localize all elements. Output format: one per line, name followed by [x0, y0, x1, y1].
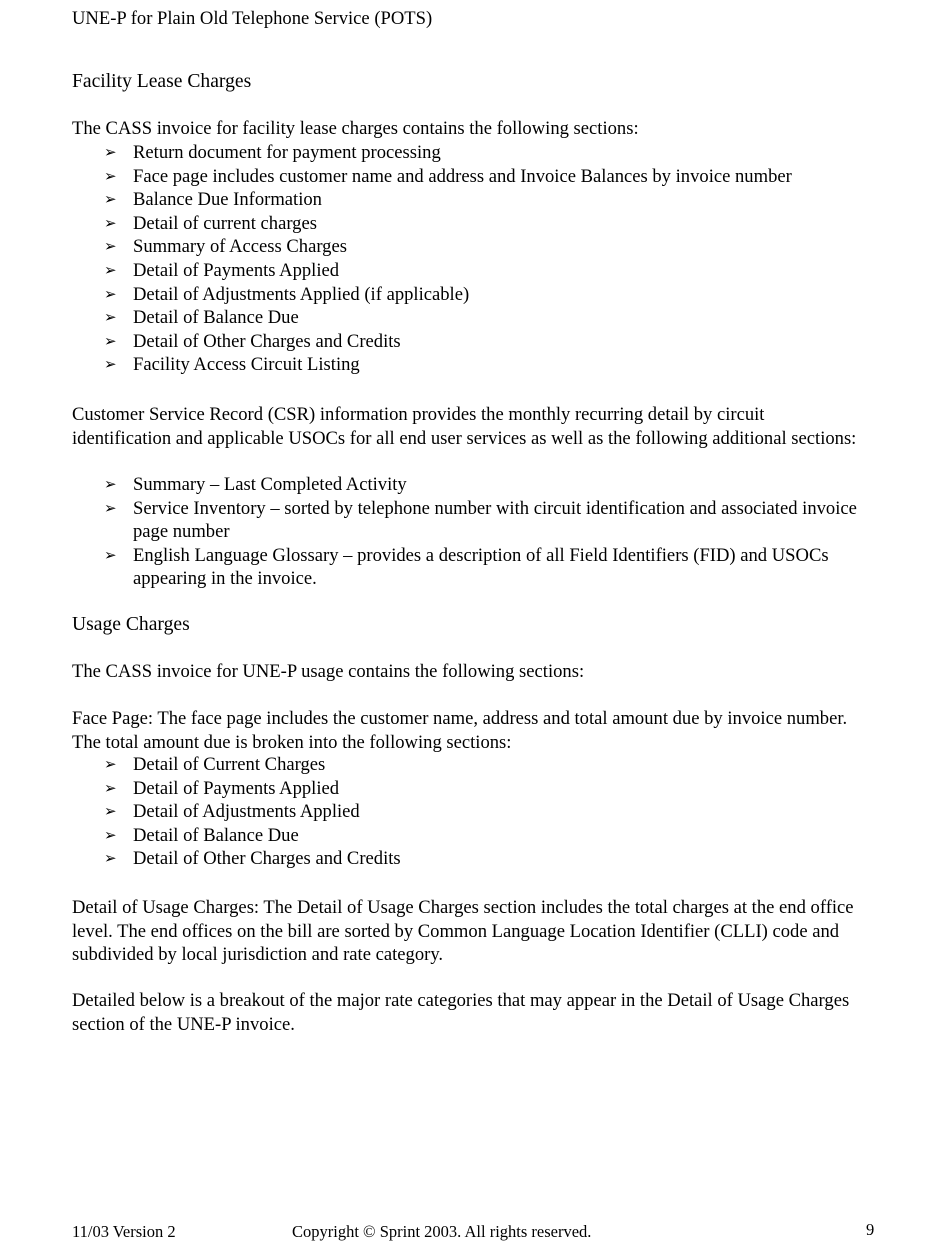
facility-intro-paragraph: The CASS invoice for facility lease charges contains the following sections:	[72, 118, 639, 139]
list-item: ➢ Detail of Balance Due	[104, 307, 299, 329]
face-page-paragraph: Face Page: The face page includes the customer name, address and total amount due by invoice number. The total amount due is broken into the following sections:	[72, 708, 848, 753]
list-item: ➢ Balance Due Information	[104, 189, 322, 211]
usage-sections-list	[72, 753, 862, 871]
csr-sections-list	[72, 473, 862, 591]
list-item: ➢ Detail of Other Charges and Credits	[104, 330, 401, 352]
arrowhead-bullet-icon: ➢	[104, 331, 117, 350]
arrowhead-bullet-icon: ➢	[104, 260, 117, 279]
list-item: ➢ Face page includes customer name and address and Invoice Balances by invoice number	[104, 165, 792, 187]
arrowhead-bullet-icon: ➢	[104, 849, 117, 868]
footer-version: 11/03 Version 2	[72, 1222, 176, 1241]
detail-usage-paragraph: Detail of Usage Charges: The Detail of Usage Charges section includes the total charges at the end office level. The end offices on the bill are sorted by Common Language Location Identifier (CLLI) code and subdivided by local jurisdiction and rate category.	[72, 897, 854, 966]
arrowhead-bullet-icon: ➢	[104, 778, 117, 797]
rate-breakout-paragraph: Detailed below is a breakout of the major rate categories that may appear in the Detail of Usage Charges section of the UNE-P invoice.	[72, 990, 850, 1035]
arrowhead-bullet-icon: ➢	[104, 166, 117, 185]
arrowhead-bullet-icon: ➢	[104, 190, 117, 209]
arrowhead-bullet-icon: ➢	[104, 825, 117, 844]
facility-sections-list	[72, 141, 862, 377]
page-number: 9	[866, 1220, 875, 1239]
arrowhead-bullet-icon: ➢	[104, 237, 117, 256]
arrowhead-bullet-icon: ➢	[104, 143, 117, 161]
list-item: ➢ Detail of current charges	[104, 212, 317, 234]
list-item: ➢ Facility Access Circuit Listing	[104, 354, 360, 376]
arrowhead-bullet-icon: ➢	[104, 802, 117, 821]
usage-charges-heading: Usage Charges	[72, 614, 190, 635]
list-item: ➢ Summary – Last Completed Activity	[104, 474, 407, 495]
arrowhead-bullet-icon: ➢	[104, 284, 117, 303]
list-item: ➢ Detail of Adjustments Applied (if applicable)	[104, 283, 470, 305]
list-item: ➢ Detail of Payments Applied	[104, 259, 340, 281]
csr-intro-paragraph: Customer Service Record (CSR) information provides the monthly recurring detail by circuit identification and applicable USOCs for all end user services as well as the following additional sections:	[72, 404, 857, 449]
list-item: ➢ Summary of Access Charges	[104, 236, 347, 258]
list-item: ➢ Detail of Balance Due	[104, 824, 299, 846]
arrowhead-bullet-icon: ➢	[104, 755, 117, 773]
footer-copyright: Copyright © Sprint 2003. All rights reserved.	[292, 1222, 592, 1241]
list-item: ➢ Detail of Other Charges and Credits	[104, 848, 401, 870]
list-item: ➢ Service Inventory – sorted by telephone number with circuit identification and associated invoice page number	[104, 497, 857, 543]
list-item: ➢ Detail of Payments Applied	[104, 777, 340, 799]
arrowhead-bullet-icon: ➢	[104, 498, 117, 517]
arrowhead-bullet-icon: ➢	[104, 308, 117, 327]
arrowhead-bullet-icon: ➢	[104, 355, 117, 374]
facility-lease-heading: Facility Lease Charges	[72, 71, 252, 92]
list-item: ➢ Return document for payment processing	[104, 142, 441, 163]
arrowhead-bullet-icon: ➢	[104, 545, 117, 564]
list-item: ➢ Detail of Adjustments Applied	[104, 801, 360, 823]
list-item: ➢ Detail of Current Charges	[104, 754, 326, 775]
arrowhead-bullet-icon: ➢	[104, 213, 117, 232]
page-header-title: UNE-P for Plain Old Telephone Service (POTS)	[72, 8, 433, 29]
usage-intro-paragraph: The CASS invoice for UNE-P usage contains the following sections:	[72, 661, 585, 682]
arrowhead-bullet-icon: ➢	[104, 475, 117, 493]
list-item: ➢ English Language Glossary – provides a description of all Field Identifiers (FID) and USOCs appearing in the invoice.	[104, 544, 829, 590]
